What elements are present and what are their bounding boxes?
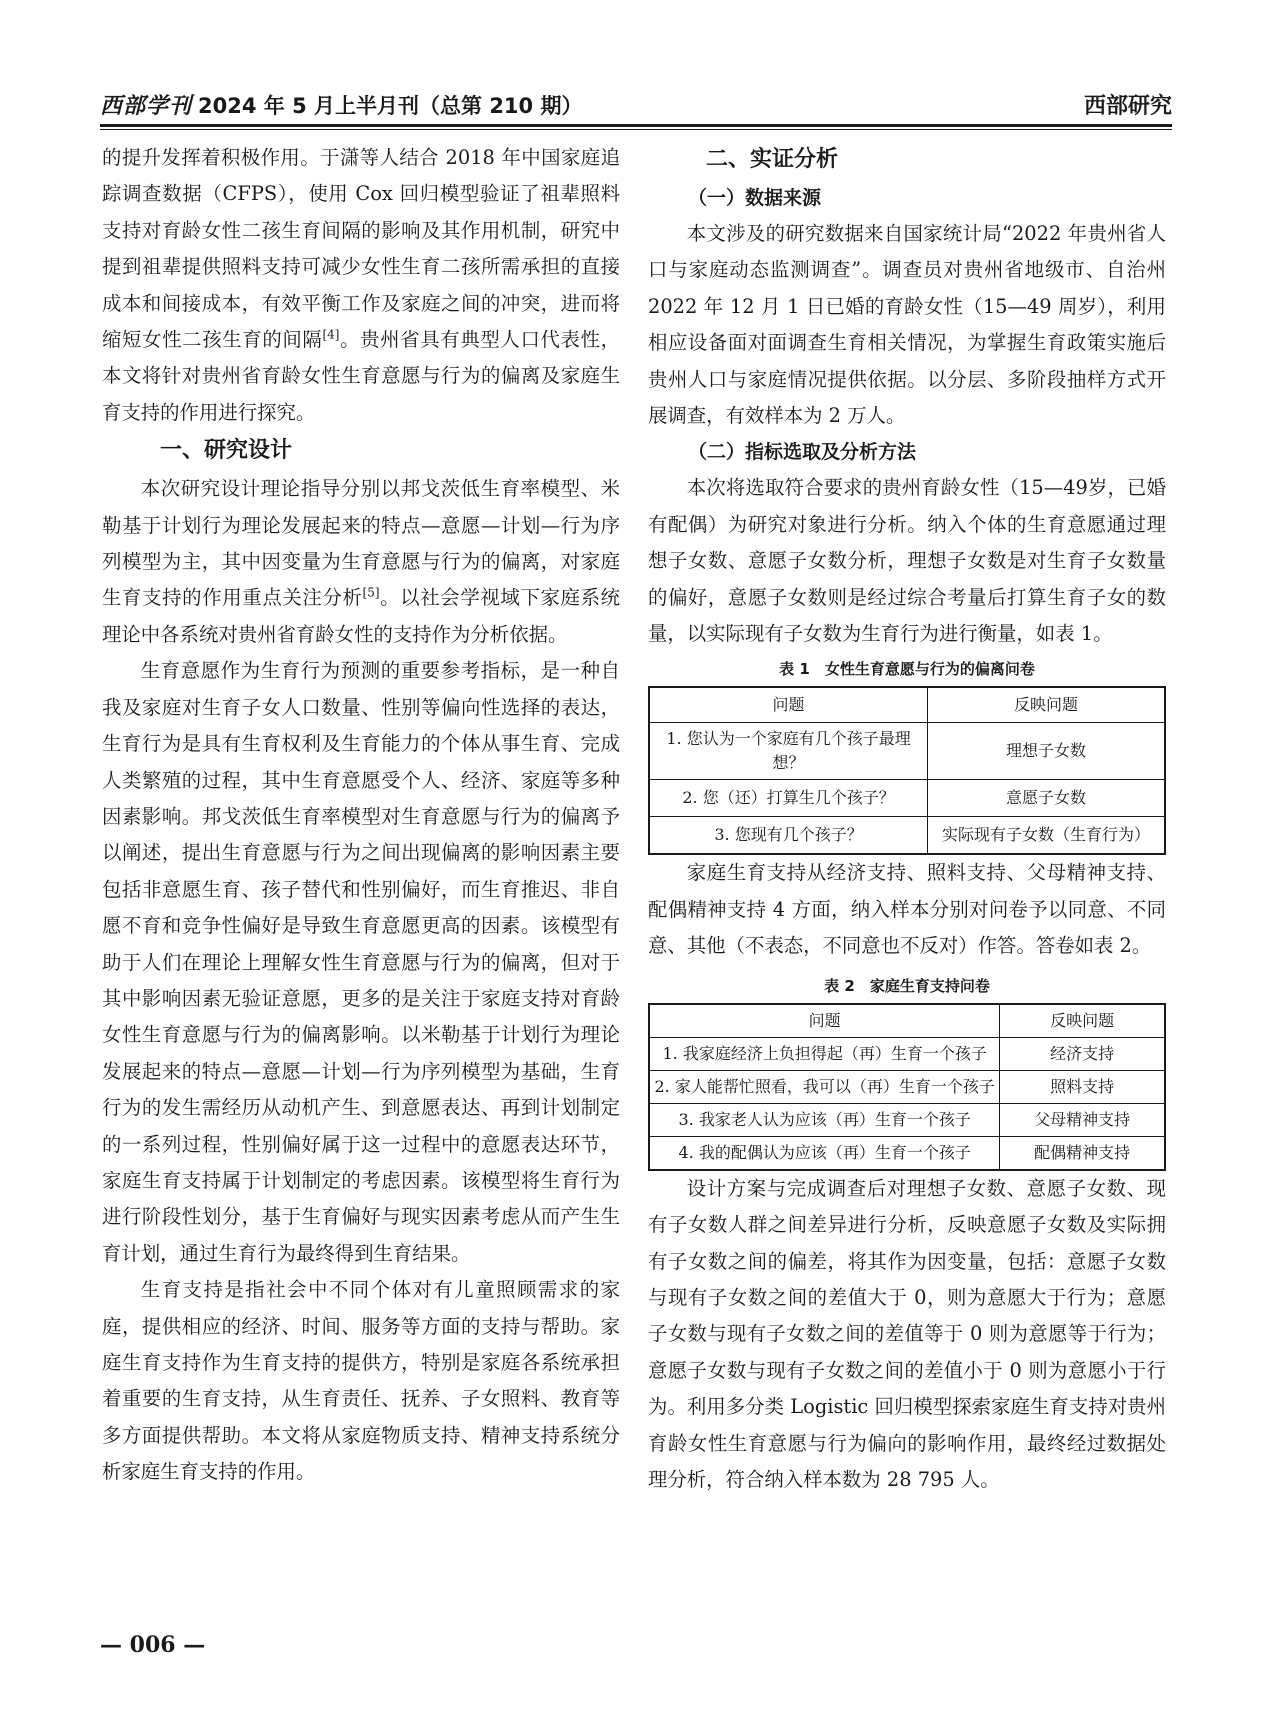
table-cell: 1. 我家庭经济上负担得起（再）生育一个孩子 — [649, 1037, 1000, 1070]
table-row — [649, 1070, 1165, 1103]
table-header-cell: 问题 — [649, 687, 928, 723]
citation-ref: [5] — [362, 586, 380, 600]
header-rule-thin — [100, 129, 1172, 130]
journal-logo: 西部学刊 — [100, 93, 193, 119]
table-header-cell: 反映问题 — [1000, 1004, 1165, 1038]
table-cell: 2. 家人能帮忙照看，我可以（再）生育一个孩子 — [649, 1070, 1000, 1103]
table-cell: 理想子女数 — [928, 723, 1165, 780]
table-cell: 经济支持 — [1000, 1037, 1165, 1070]
table-cell: 照料支持 — [1000, 1070, 1165, 1103]
subsection-heading: （一）数据来源 — [688, 187, 822, 209]
paragraph: 家庭生育支持从经济支持、照料支持、父母精神支持、配偶精神支持 4 方面，纳入样本分别对问卷予以同意、不同意、其他（不表态，不同意也不反对）作答。答卷如表 2。 — [648, 861, 1166, 958]
paragraph: 生育意愿作为生育行为预测的重要参考指标，是一种自我及家庭对生育子女人口数量、性别等偏向性选择的表达，生育行为是具有生育权利及生育能力的个体从事生育、完成人类繁殖的过程，其中生育意愿受个人、经济、家庭等多种因素影响。邦戈茨低生育率模型对生育意愿与行为的偏离予以阐述，提出生育意愿与行为之间出现偏离的影响因素主要包括非意愿生育、孩子替代和性别偏好，而生育推迟、非自愿不育和竞争性偏好是导致生育意愿更高的因素。该模型有助于人们在理论上理解女性生育意愿与行为的偏离，但对于其中影响因素无验证意愿，更多的是关注于家庭支持对育龄女性生育意愿与行为的偏离影响。以米勒基于计划行为理论发展起来的特点—意愿—计划—行为序列模型为基础，生育行为的发生需经历从动机产生、到意愿表达、再到计划制定的一系列过程，性别偏好属于这一过程中的意愿表达环节，家庭生育支持属于计划制定的考虑因素。该模型将生育行为进行阶段性划分，基于生育偏好与现实因素考虑从而产生生育计划，通过生育行为最终得到生育结果。 — [102, 659, 620, 1265]
table-cell: 4. 我的配偶认为应该（再）生育一个孩子 — [649, 1136, 1000, 1170]
table-cell: 父母精神支持 — [1000, 1103, 1165, 1136]
table-header-cell: 反映问题 — [928, 687, 1165, 723]
table-row — [649, 1037, 1165, 1070]
table-cell: 2. 您（还）打算生几个孩子？ — [649, 780, 928, 817]
citation-ref: [4] — [322, 327, 340, 342]
section-name: 西部研究 — [1083, 94, 1172, 119]
table-cell: 3. 我家老人认为应该（再）生育一个孩子 — [649, 1103, 1000, 1136]
table-row — [649, 1136, 1165, 1170]
table-2 — [648, 1003, 1166, 1171]
table-caption: 表 1 女性生育意愿与行为的偏离问卷 — [779, 660, 1035, 679]
table-cell: 意愿子女数 — [928, 780, 1165, 817]
table-row — [649, 780, 1165, 817]
table-cell: 配偶精神支持 — [1000, 1136, 1165, 1170]
table-header-row — [649, 1004, 1165, 1038]
table-cell: 1. 您认为一个家庭有几个孩子最理想？ — [649, 723, 928, 780]
header-rule-thick — [100, 124, 1172, 127]
page-number: — 006 — — [100, 1632, 206, 1658]
header-left — [100, 89, 582, 120]
right-column — [648, 140, 1166, 1498]
table-row — [649, 817, 1165, 855]
paragraph: 设计方案与完成调查后对理想子女数、意愿子女数、现有子女数人群之间差异进行分析，反映意愿子女数及实际拥有子女数之间的偏差，将其作为因变量，包括：意愿子女数与现有子女数之间的差值大于 0，则为意愿大于行为；意愿子女数与现有子女数之间的差值等于 0 则为意愿等于行为；意愿子女数与现有子女数之间的差值小于 0 则为意愿小于行为。利用多分类 Logistic 回归模型探索家庭生育支持对贵州育龄女性生育意愿与行为偏向的影响作用，最终经过数据处理分析，符合纳入样本数为 28 795 人。 — [648, 1176, 1166, 1491]
table-row — [649, 1103, 1165, 1136]
left-column — [102, 140, 620, 1491]
subsection-heading: （二）指标选取及分析方法 — [688, 441, 917, 464]
table-cell: 3. 您现有几个孩子？ — [649, 817, 928, 855]
table-cell: 实际现有子女数（生育行为） — [928, 817, 1165, 855]
paragraph: 生育支持是指社会中不同个体对有儿童照顾需求的家庭，提供相应的经济、时间、服务等方面的支持与帮助。家庭生育支持作为生育支持的提供方，特别是家庭各系统承担着重要的生育支持，从生育责任、抚养、子女照料、教育等多方面提供帮助。本文将从家庭物质支持、精神支持系统分析家庭生育支持的作用。 — [102, 1278, 620, 1484]
table-row — [649, 723, 1165, 780]
section-heading: 一、研究设计 — [160, 438, 293, 464]
paragraph: 本文涉及的研究数据来自国家统计局“2022 年贵州省人口与家庭动态监测调查”。调查员对贵州省地级市、自治州 2022 年 12 月 1 日已婚的育龄女性（15—49 周岁），利用相应设备面对面调查生育相关情况，为掌握生育政策实施后贵州人口与家庭情况提供依据。以分层、多阶段抽样方式开展调查，有效样本为 2 万人。 — [648, 222, 1166, 428]
table-header-row — [649, 687, 1165, 723]
issue-info: 2024 年 5 月上半月刊（总第 210 期） — [198, 94, 583, 118]
table-caption: 表 2 家庭生育支持问卷 — [824, 976, 990, 995]
table-1 — [648, 686, 1166, 855]
paragraph: 本次研究设计理论指导分别以邦戈茨低生育率模型、米勒基于计划行为理论发展起来的特点—意愿—计划—行为序列模型为主，其中因变量为生育意愿与行为的偏离，对家庭生育支持的作用重点关注分析[5]。以社会学视域下家庭系统理论中各系统对贵州省育龄女性的支持作为分析依据。 — [102, 477, 621, 646]
paragraph: 本次将选取符合要求的贵州育龄女性（15—49岁，已婚有配偶）为研究对象进行分析。纳入个体的生育意愿通过理想子女数、意愿子女数分析，理想子女数是对生育子女数量的偏好，意愿子女数则是经过综合考量后打算生育子女的数量，以实际现有子女数为生育行为进行衡量，如表 1。 — [648, 476, 1166, 646]
table-header-cell: 问题 — [649, 1004, 1000, 1038]
paragraph: 的提升发挥着积极作用。于潇等人结合 2018 年中国家庭追踪调查数据（CFPS），使用 Cox 回归模型验证了祖辈照料支持对育龄女性二孩生育间隔的影响及其作用机制，研究中提到祖辈提供照料支持可减少女性生育二孩所需承担的直接成本和间接成本，有效平衡工作及家庭之间的冲突，进而将缩短女性二孩生育的间隔[4]。贵州省具有典型人口代表性，本文将针对贵州省育龄女性生育意愿与行为的偏离及家庭生育支持的作用进行探究。 — [102, 146, 621, 424]
section-heading: 二、实证分析 — [706, 147, 839, 172]
running-header — [100, 84, 1172, 120]
